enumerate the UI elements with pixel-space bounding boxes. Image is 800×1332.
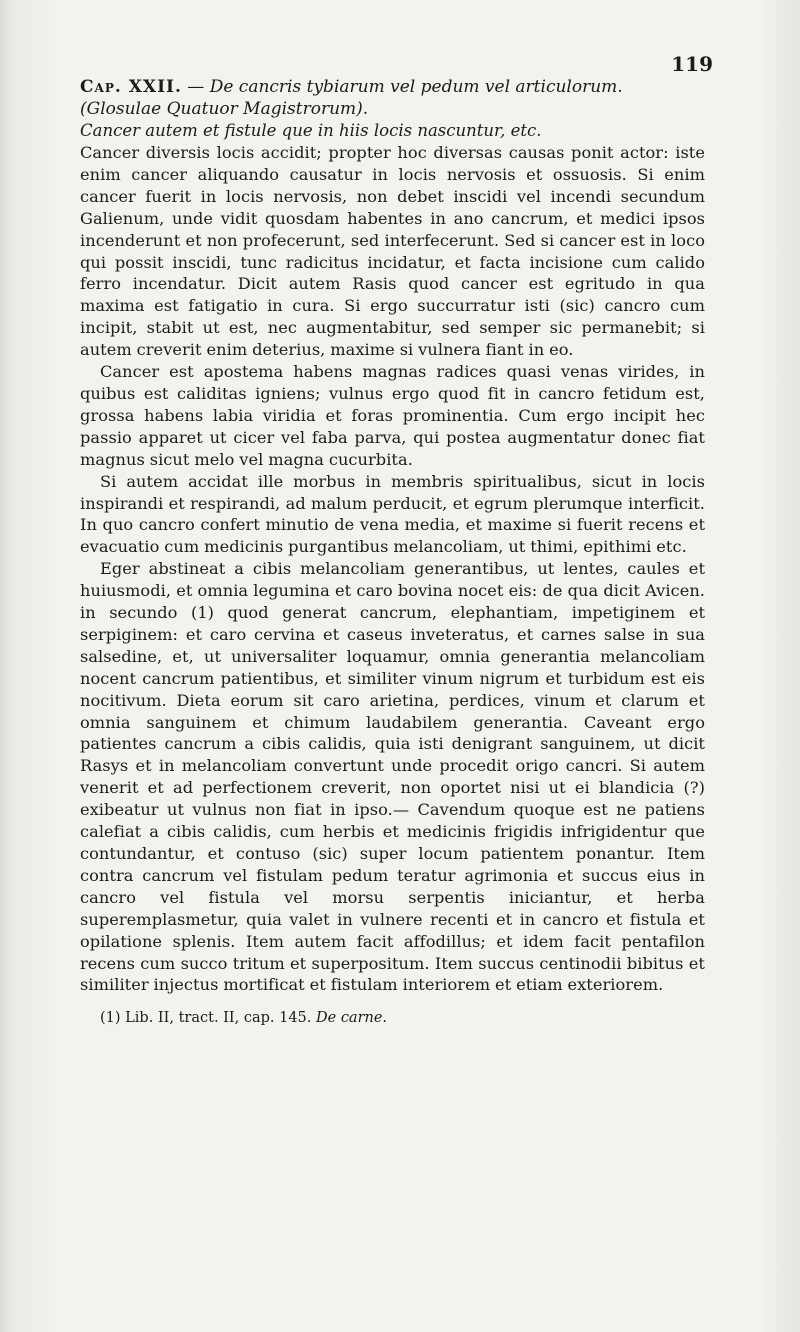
footnote-text: (1) Lib. II, tract. II, cap. 145. — [100, 1010, 312, 1027]
paragraph-1: Cancer diversis locis accidit; propter hoc diversas causas ponit actor: iste enim cancer aliquando causatur in locis nervosis et ossuosis. Si enim cancer fuerit in locis nervosis, non debet inscidi vel incendi secundum Galienum, unde vidit quosdam habentes in ano cancrum, et medici ipsos incenderunt et non profecerunt, sed interfecerunt. Sed si cancer est in loco qui possit inscidi, tunc radicitus incidatur, et facta incisione cum calido ferro incendatur. Dicit autem Rasis quod cancer est egritudo in qua maxima est fatigatio in cura. Si ergo succurratur isti (sic) cancro cum incipit, stabit ut est, nec augmentabitur, sed semper sic permanebit; si autem creverit enim deterius, maxime si vulnera fiant in eo. — [80, 143, 705, 360]
footnote-italic: De carne. — [311, 1010, 388, 1027]
paragraph-4: Eger abstineat a cibis melancoliam generantibus, ut lentes, caules et huiusmodi, et omnia legumina et caro bovina nocet eis: de qua dicit Avicen. in secundo (1) quod generat cancrum, elephantiam, impetiginem et serpiginem: et caro cervina et caseus inveteratus, et carnes salse in sua salsedine, et, ut universaliter loquamur, omnia generantia melancoliam nocent cancrum patientibus, et similiter vinum nigrum et turbidum est eis nocitivum. Dieta eorum sit caro arietina, perdices, vinum et clarum et omnia sanguinem et chimum laudabilem generantia. Caveant ergo patientes cancrum a cibis calidis, quia isti denigrant sanguinem, ut dicit Rasys et in melancoliam convertunt unde procedit origo cancri. Si autem venerit et ad perfectionem creverit, non oportet nisi ut ei blandicia (?) exibeatur ut vulnus non fiat in ipso.— Cavendum quoque est ne patiens calefiat a cibis calidis, cum herbis et medicinis frigidis infrigidentur que contundantur, et contuso (sic) super locum patientem ponantur. Item contra cancrum vel fistulam pedum teratur agrimonia et succus eius in cancro vel fistula vel morsu serpentis iniciantur, et herba superemplasmetur, quia valet in vulnere recenti et in cancro et fistula et opilatione splenis. Item autem facit affodillus; et idem facit pentafilon recens cum succo tritum et superpositum. Item succus centinodii bibitus et similiter injectus mortificat et fistulam interiorem et etiam exteriorem. — [80, 559, 705, 995]
paragraph-3: Si autem accidat ille morbus in membris spiritualibus, sicut in locis inspirandi et respirandi, ad malum perducit, et egrum plerumque interficit. In quo cancro confert minutio de vena media, et maxime si fuerit recens et evacuatio cum medicinis purgantibus melancoliam, ut thimi, epithimi etc. — [80, 471, 705, 557]
chapter-title: — De cancris tybiarum vel pedum vel articulorum. (Glosulae Quatuor Magistrorum). — [80, 77, 623, 119]
page-content — [80, 52, 713, 1028]
page-number: 119 — [671, 52, 713, 76]
chapter-heading — [80, 76, 705, 120]
footnote — [80, 1008, 705, 1028]
chapter-number: Cap. XXII. — [80, 77, 182, 97]
paragraph-2: Cancer est apostema habens magnas radices quasi venas virides, in quibus est caliditas igniens; vulnus ergo quod fit in cancro fetidum est, grossa habens labia viridia et foras prominentia. Cum ergo incipit hec passio apparet ut cicer vel faba parva, qui postea augmentatur donec fiat magnus sicut melo vel magna cucurbita. — [80, 362, 705, 469]
lemma-line: Cancer autem et fistule que in hiis locis nascuntur, etc. — [80, 121, 542, 140]
